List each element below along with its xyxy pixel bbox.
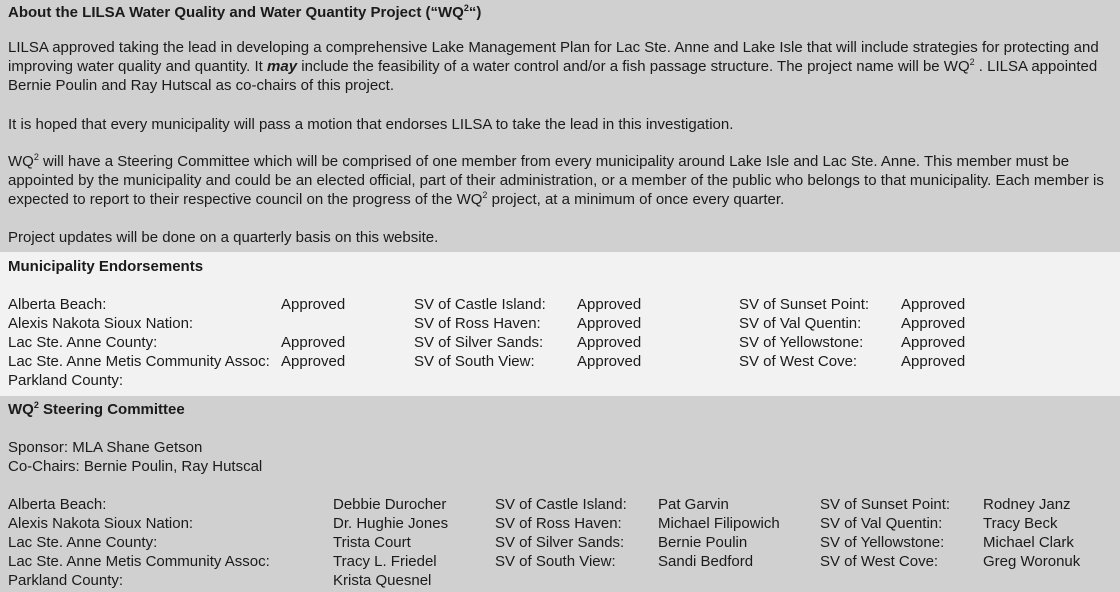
municipality-label: Parkland County: xyxy=(8,372,124,389)
endorsement-status: Approved xyxy=(281,353,346,370)
about-title: About the LILSA Water Quality and Water Quantity Project $(“WQ^2“)$ xyxy=(8,3,482,21)
municipality-label: Parkland County: xyxy=(8,572,124,589)
endorsement-status: Approved xyxy=(901,353,966,370)
about-paragraph-4: Project updates will be done on a quarterly basis on this website. xyxy=(8,229,439,246)
member-name: Tracy Beck xyxy=(983,515,1058,532)
municipality-label: Alexis Nakota Sioux Nation: xyxy=(8,515,194,532)
endorsement-status: Approved xyxy=(577,315,642,332)
about-paragraph-3: $WQ^2$ will have a Steering Committee which will be comprised of one member from every municipality around Lake Isle and Lac Ste. Anne. This member must be appointed by the municipality and could be an elected official, part of their administration, or a member of the public who belongs to that municipality. Each member is expected to report to their respective council on the progress of the $WQ^2$ project, at a minimum of once every quarter. xyxy=(8,152,1104,208)
municipality-label: Lac Ste. Anne Metis Community Assoc: xyxy=(8,553,270,570)
member-name: Bernie Poulin xyxy=(658,534,748,551)
endorsement-status: Approved xyxy=(901,315,966,332)
municipality-label: SV of Yellowstone: xyxy=(820,534,945,551)
endorsements-title: Municipality Endorsements xyxy=(8,258,204,275)
endorsement-status: Approved xyxy=(901,296,966,313)
municipality-label: Lac Ste. Anne County: xyxy=(8,334,158,351)
member-name: Krista Quesnel xyxy=(333,572,432,589)
endorsements-section xyxy=(0,252,1120,396)
endorsement-status: Approved xyxy=(901,334,966,351)
about-section xyxy=(0,0,1120,252)
endorsement-status: Approved xyxy=(281,334,346,351)
about-paragraph-2: It is hoped that every municipality will pass a motion that endorses LILSA to take the lead in this investigation. xyxy=(8,116,734,133)
endorsement-status: Approved xyxy=(577,296,642,313)
member-name: Dr. Hughie Jones xyxy=(333,515,449,532)
endorsement-status: Approved xyxy=(577,334,642,351)
steering-committee-section xyxy=(0,396,1120,592)
member-name: Greg Woronuk xyxy=(983,553,1081,570)
municipality-label: SV of Ross Haven: xyxy=(414,315,541,332)
member-name: Michael Clark xyxy=(983,534,1074,551)
member-name: Debbie Durocher xyxy=(333,496,447,513)
about-paragraph-1: LILSA approved taking the lead in developing a comprehensive Lake Management Plan for Lac Ste. Anne and Lake Isle that will include strategies for protecting and improving water quality and quantity. It may include the feasibility of a water control and/or a fish passage structure. The project name will be $WQ^2$ . LILSA appointed Bernie Poulin and Ray Hutscal as co-chairs of this project. xyxy=(8,39,1099,94)
municipality-label: Lac Ste. Anne County: xyxy=(8,534,158,551)
municipality-label: SV of Yellowstone: xyxy=(739,334,864,351)
endorsement-status: Approved xyxy=(281,296,346,313)
municipality-label: SV of West Cove: xyxy=(820,553,939,570)
member-name: Sandi Bedford xyxy=(658,553,754,570)
municipality-label: SV of Sunset Point: xyxy=(820,496,951,513)
municipality-label: Alberta Beach: xyxy=(8,496,107,513)
municipality-label: SV of Castle Island: xyxy=(495,496,627,513)
endorsement-status: Approved xyxy=(577,353,642,370)
sponsor-text: Sponsor: MLA Shane Getson xyxy=(8,439,203,456)
municipality-label: SV of Val Quentin: xyxy=(820,515,943,532)
municipality-label: SV of Silver Sands: xyxy=(495,534,625,551)
municipality-label: SV of Val Quentin: xyxy=(739,315,862,332)
municipality-label: Alexis Nakota Sioux Nation: xyxy=(8,315,194,332)
municipality-label: SV of Castle Island: xyxy=(414,296,546,313)
member-name: Tracy L. Friedel xyxy=(333,553,437,570)
municipality-label: SV of Sunset Point: xyxy=(739,296,870,313)
municipality-label: Lac Ste. Anne Metis Community Assoc: xyxy=(8,353,270,370)
member-name: Rodney Janz xyxy=(983,496,1071,513)
municipality-label: Alberta Beach: xyxy=(8,296,107,313)
co-chairs-text: Co-Chairs: Bernie Poulin, Ray Hutscal xyxy=(8,458,263,475)
member-name: Trista Court xyxy=(333,534,411,551)
municipality-label: SV of Silver Sands: xyxy=(414,334,544,351)
municipality-label: SV of West Cove: xyxy=(739,353,858,370)
member-name: Pat Garvin xyxy=(658,496,729,513)
municipality-label: SV of Ross Haven: xyxy=(495,515,622,532)
municipality-label: SV of South View: xyxy=(414,353,535,370)
steering-title: $WQ^2$ Steering Committee xyxy=(8,400,185,418)
municipality-label: SV of South View: xyxy=(495,553,616,570)
member-name: Michael Filipowich xyxy=(658,515,780,532)
